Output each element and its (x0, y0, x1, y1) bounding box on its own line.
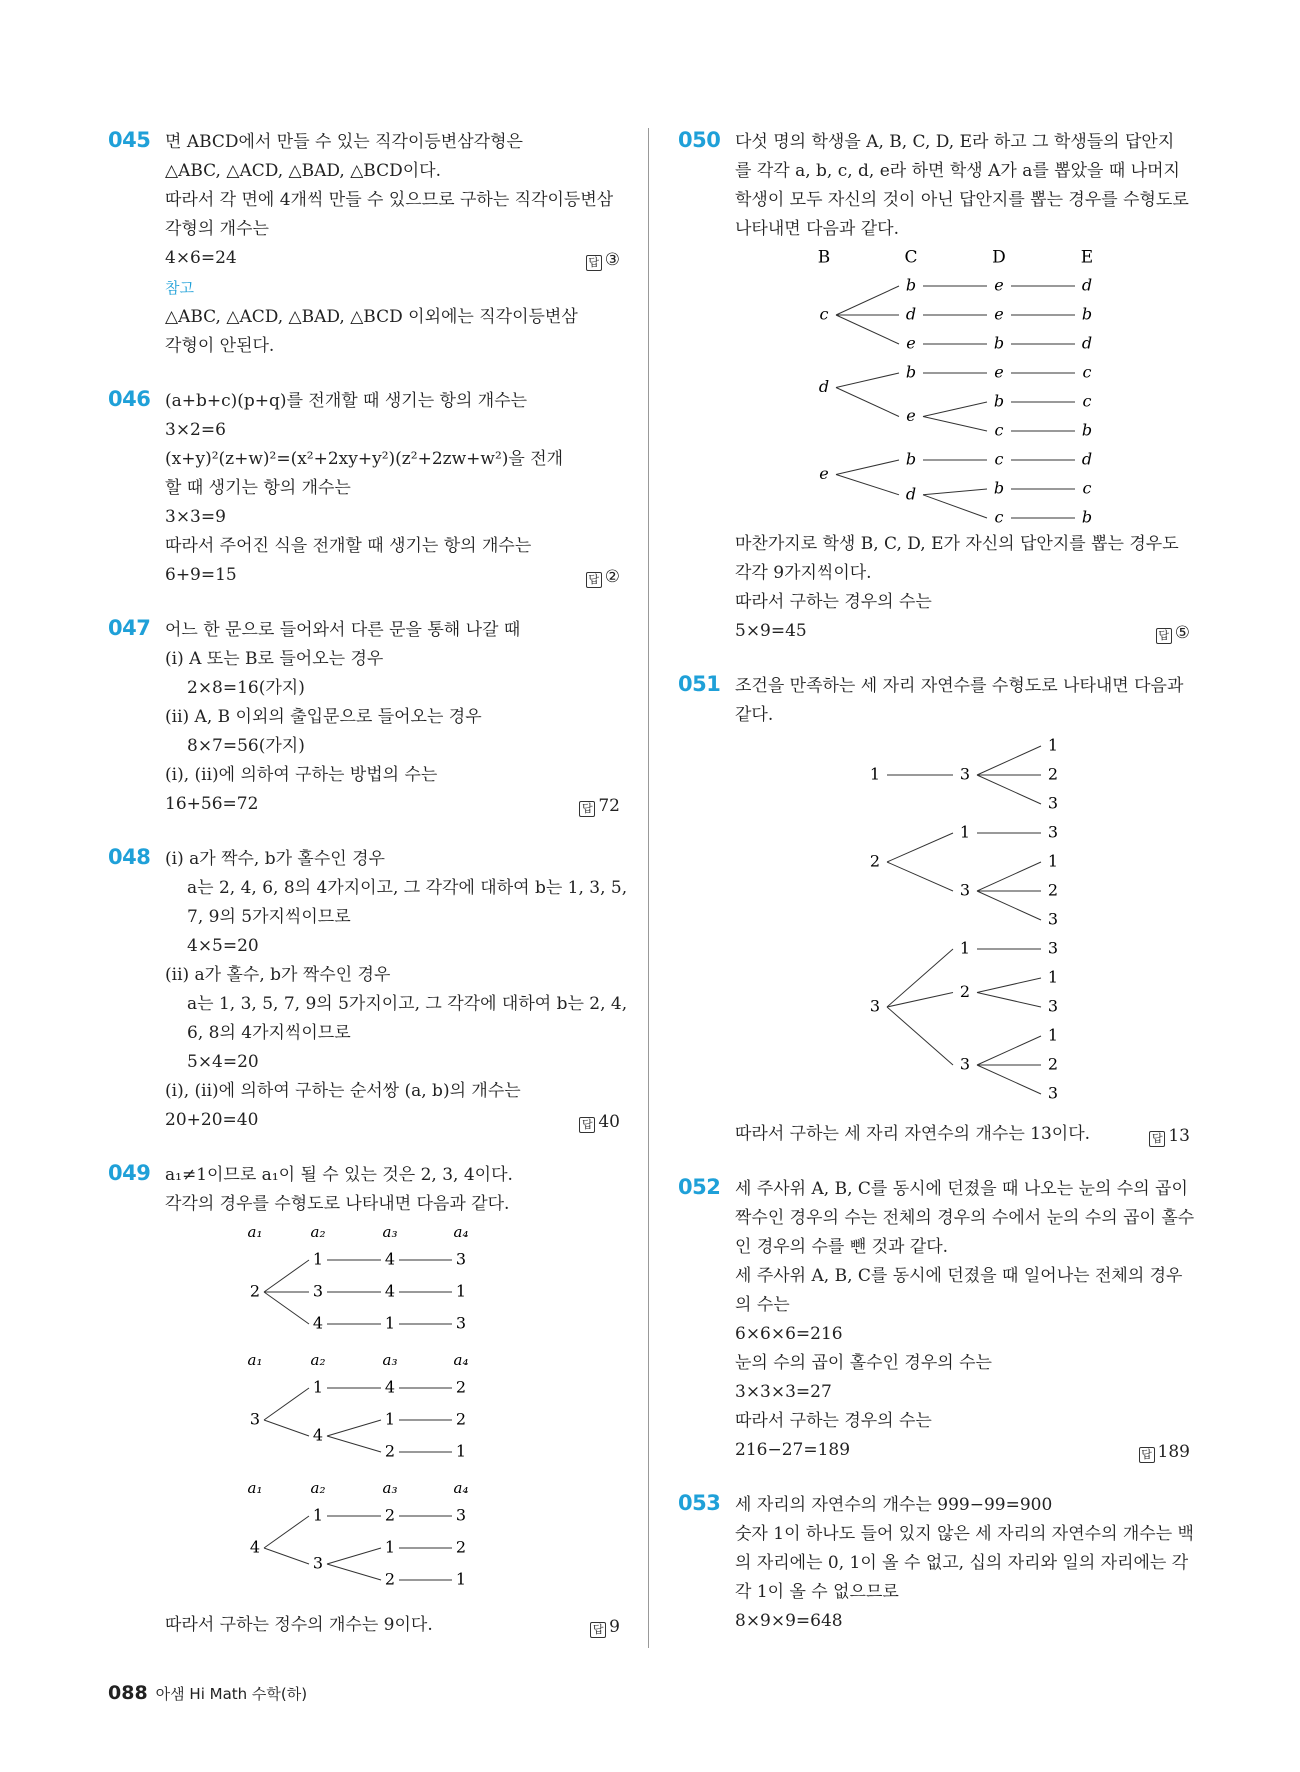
tree-node-label: b (905, 362, 917, 382)
tree-node-label: 3 (1047, 909, 1059, 929)
tree-node-label: E (1080, 247, 1094, 268)
tree-edge (887, 833, 953, 862)
tree-node-label: 4 (384, 1249, 396, 1269)
tree-edge (977, 746, 1041, 775)
tree-node-label: D (992, 247, 1006, 268)
tree-node-label: c (994, 420, 1004, 440)
tree-node-label: d (905, 484, 917, 504)
text-line: 8×7=56(가지) (187, 736, 305, 756)
problem-047 (108, 616, 620, 819)
text-line: 를 각각 a, b, c, d, e라 하면 학생 A가 a를 뽑았을 때 나머지 (735, 161, 1180, 181)
page-number: 088 (108, 1682, 148, 1704)
text-line: △ABC, △ACD, △BAD, △BCD 이외에는 직각이등변삼 (165, 307, 578, 327)
tree-node-label: 2 (455, 1537, 467, 1557)
problem-049 (108, 1161, 620, 1640)
answer-mark-icon: 답 (1156, 628, 1172, 644)
tree-node-label: 2 (384, 1505, 396, 1525)
problem-number: 047 (108, 616, 151, 640)
problem-048 (108, 845, 628, 1135)
text-line: (a+b+c)(p+q)를 전개할 때 생기는 항의 개수는 (165, 391, 528, 411)
answer: 답 ② (586, 567, 620, 588)
problem-number: 049 (108, 1161, 151, 1185)
answer: 답 13 (1149, 1126, 1190, 1147)
tree-edge (327, 1548, 381, 1564)
tree-node-label: b (1081, 507, 1093, 526)
tree-node-label: 3 (1047, 996, 1059, 1016)
problem-053 (678, 1491, 1194, 1636)
text-line: 8×9×9=648 (735, 1611, 843, 1631)
text-line: 숫자 1이 하나도 들어 있지 않은 세 자리의 자연수의 개수는 백 (735, 1524, 1194, 1544)
tree-node-label: c (819, 304, 829, 324)
tree-edge (977, 1036, 1041, 1065)
tree-node-label: 3 (959, 1054, 971, 1074)
text-line: 다섯 명의 학생을 A, B, C, D, E라 하고 그 학생들의 답안지 (735, 132, 1175, 152)
tree-node-label: a₂ (310, 1479, 326, 1497)
tree-edge (923, 417, 987, 432)
text-line: 짝수인 경우의 수는 전체의 경우의 수에서 눈의 수의 곱이 홀수 (735, 1208, 1195, 1228)
tree-node-label: 2 (959, 982, 971, 1001)
tree-node-label: b (1081, 304, 1093, 324)
tree-node-label: e (819, 464, 829, 483)
tree-edge (923, 495, 987, 518)
text-line: 따라서 구하는 경우의 수는 (735, 592, 932, 612)
tree-node-label: d (905, 304, 917, 324)
note-label: 참고 (165, 279, 194, 297)
text-line: 7, 9의 5가지씩이므로 (187, 907, 351, 927)
tree-diagram-049 (165, 1219, 620, 1607)
text-line: a는 2, 4, 6, 8의 4가지이고, 그 각각에 대하여 b는 1, 3, 5, (187, 878, 628, 898)
problem-052 (678, 1175, 1195, 1465)
text-line: 눈의 수의 곱이 홀수인 경우의 수는 (735, 1353, 992, 1373)
tree-node-label: a₁ (247, 1223, 263, 1241)
answer-row (165, 790, 620, 819)
tree-node-label: a₄ (453, 1479, 469, 1497)
problem-number: 050 (678, 128, 721, 152)
tree-edge (836, 475, 899, 495)
answer: 답 9 (590, 1617, 620, 1638)
text-line: 세 자리의 자연수의 개수는 999−99=900 (735, 1495, 1053, 1515)
tree-node-label: a₁ (247, 1351, 263, 1369)
tree-node-label: e (906, 406, 916, 425)
tree-node-label: 1 (1047, 967, 1059, 987)
text-line: 어느 한 문으로 들어와서 다른 문을 통해 나갈 때 (165, 620, 521, 640)
text-line: 따라서 구하는 정수의 개수는 9이다. (165, 1615, 433, 1635)
text-line: 3×3=9 (165, 507, 226, 527)
text-line: 4×6=24 (165, 248, 237, 268)
tree-node-label: 1 (312, 1505, 324, 1525)
answer: 답 ③ (586, 250, 620, 271)
text-line: (i), (ii)에 의하여 구하는 순서쌍 (a, b)의 개수는 (165, 1081, 521, 1101)
tree-node-label: 1 (1047, 851, 1059, 871)
tree-node-label: 1 (384, 1537, 396, 1557)
tree-node-label: d (1081, 333, 1093, 353)
tree-edge (923, 489, 987, 495)
tree-edge (327, 1436, 381, 1452)
tree-node-label: 3 (455, 1505, 467, 1525)
tree-node-label: 2 (455, 1377, 467, 1397)
tree-node-label: 3 (959, 880, 971, 900)
tree-node-label: d (1081, 275, 1093, 295)
problem-number: 045 (108, 128, 151, 152)
tree-node-label: 2 (869, 851, 881, 871)
problem-050 (678, 128, 1190, 646)
problem-number: 052 (678, 1175, 721, 1199)
tree-node-label: b (993, 478, 1005, 498)
tree-node-label: a₄ (453, 1223, 469, 1241)
tree-node-label: c (994, 507, 1004, 526)
problem-045 (108, 128, 620, 361)
tree-node-label: a₄ (453, 1351, 469, 1369)
text-line: 5×9=45 (735, 621, 807, 641)
tree-node-label: e (994, 304, 1004, 324)
text-line: 16+56=72 (165, 794, 259, 814)
text-line: 학생이 모두 자신의 것이 아닌 답안지를 뽑는 경우를 수형도로 (735, 190, 1189, 210)
tree-node-label: b (1081, 420, 1093, 440)
text-line: 2×8=16(가지) (187, 678, 305, 698)
text-line: 각 1이 올 수 없으므로 (735, 1582, 899, 1602)
tree-edge (977, 891, 1041, 920)
tree-node-label: B (817, 247, 831, 268)
tree-edge (836, 286, 899, 315)
tree-edge (977, 993, 1041, 1008)
tree-edge (836, 373, 899, 388)
tree-node-label: 3 (312, 1553, 324, 1573)
tree-edge (887, 993, 953, 1008)
answer: 답 40 (579, 1112, 620, 1133)
text-line: a는 1, 3, 5, 7, 9의 5가지이고, 그 각각에 대하여 b는 2, 4, (187, 994, 628, 1014)
tree-node-label: e (906, 333, 916, 353)
tree-node-label: 3 (1047, 822, 1059, 842)
answer: 답 ⑤ (1156, 623, 1190, 644)
tree-edge (887, 862, 953, 891)
tree-node-label: e (994, 362, 1004, 382)
tree-node-label: b (993, 391, 1005, 411)
problem-number: 046 (108, 387, 151, 411)
left-column (108, 128, 628, 1666)
tree-edge (887, 1007, 953, 1065)
text-line: (ii) A, B 이외의 출입문으로 들어오는 경우 (165, 707, 482, 727)
text-line: 3×2=6 (165, 420, 226, 440)
text-line: 마찬가지로 학생 B, C, D, E가 자신의 답안지를 뽑는 경우도 (735, 534, 1179, 554)
text-line: 인 경우의 수를 뺀 것과 같다. (735, 1237, 949, 1257)
tree-node-label: a₃ (382, 1479, 398, 1497)
tree-node-label: 1 (312, 1249, 324, 1269)
text-line: (ii) a가 홀수, b가 짝수인 경우 (165, 965, 391, 985)
tree-node-label: 1 (1047, 735, 1059, 755)
tree-node-label: 3 (455, 1249, 467, 1269)
tree-edge (887, 949, 953, 1007)
text-line: 따라서 각 면에 4개씩 만들 수 있으므로 구하는 직각이등변삼 (165, 190, 614, 210)
text-line: 6, 8의 4가지씩이므로 (187, 1023, 351, 1043)
text-line: 할 때 생기는 항의 개수는 (165, 478, 351, 498)
tree-node-label: a₃ (382, 1223, 398, 1241)
tree-node-label: d (1081, 449, 1093, 469)
tree-edge (264, 1420, 309, 1436)
tree-node-label: 3 (1047, 793, 1059, 813)
tree-node-label: 4 (312, 1425, 324, 1445)
text-line: 4×5=20 (187, 936, 259, 956)
tree-node-label: 4 (384, 1377, 396, 1397)
text-line: 각형이 안된다. (165, 336, 275, 356)
tree-edge (836, 388, 899, 417)
tree-node-label: 1 (869, 764, 881, 784)
tree-edge (264, 1260, 309, 1292)
tree-node-label: c (994, 449, 1004, 469)
tree-node-label: 1 (384, 1313, 396, 1333)
text-line: 6+9=15 (165, 565, 237, 585)
text-line: (i), (ii)에 의하여 구하는 방법의 수는 (165, 765, 438, 785)
right-column (678, 128, 1195, 1662)
text-line: (i) A 또는 B로 들어오는 경우 (165, 649, 384, 669)
tree-node-label: 1 (312, 1377, 324, 1397)
answer-row (165, 1106, 620, 1135)
tree-edge (264, 1388, 309, 1420)
text-line: 각형의 개수는 (165, 219, 269, 239)
tree-node-label: a₃ (382, 1351, 398, 1369)
tree-node-label: 3 (1047, 938, 1059, 958)
answer-row (735, 1436, 1190, 1465)
tree-node-label: 4 (384, 1281, 396, 1301)
tree-edge (977, 775, 1041, 804)
tree-node-label: c (1082, 391, 1092, 411)
text-line: 같다. (735, 705, 774, 725)
tree-node-label: a₁ (247, 1479, 263, 1497)
tree-node-label: c (1082, 362, 1092, 382)
problem-046 (108, 387, 620, 590)
tree-node-label: 2 (384, 1441, 396, 1461)
text-line: 각각 9가지씩이다. (735, 563, 872, 583)
tree-node-label: 1 (455, 1441, 467, 1461)
text-line: (x+y)²(z+w)²=(x²+2xy+y²)(z²+2zw+w²)을 전개 (165, 449, 564, 469)
tree-node-label: 1 (455, 1281, 467, 1301)
tree-node-label: d (818, 377, 830, 396)
text-line: a₁≠1이므로 a₁이 될 수 있는 것은 2, 3, 4이다. (165, 1165, 513, 1185)
text-line: 3×3×3=27 (735, 1382, 832, 1402)
text-line: 따라서 구하는 세 자리 자연수의 개수는 13이다. (735, 1124, 1091, 1144)
page-footer (108, 1682, 307, 1704)
answer-row (165, 1611, 620, 1640)
tree-node-label: 1 (959, 822, 971, 842)
tree-edge (327, 1420, 381, 1436)
tree-edge (836, 315, 899, 344)
tree-edge (977, 1065, 1041, 1094)
text-line: 의 수는 (735, 1295, 790, 1315)
tree-edge (923, 402, 987, 417)
text-line: 세 주사위 A, B, C를 동시에 던졌을 때 나오는 눈의 수의 곱이 (735, 1179, 1188, 1199)
tree-node-label: 2 (384, 1569, 396, 1589)
tree-node-label: 1 (455, 1569, 467, 1589)
text-line: (i) a가 짝수, b가 홀수인 경우 (165, 849, 385, 869)
tree-edge (264, 1516, 309, 1548)
text-line: 20+20=40 (165, 1110, 259, 1130)
book-title: 아샘 Hi Math 수학(하) (155, 1685, 308, 1703)
problem-number: 051 (678, 672, 721, 696)
answer-mark-icon: 답 (590, 1622, 606, 1638)
text-line: 216−27=189 (735, 1440, 851, 1460)
problem-number: 048 (108, 845, 151, 869)
tree-edge (977, 978, 1041, 993)
tree-diagram-050 (735, 244, 1190, 526)
answer-mark-icon: 답 (579, 801, 595, 817)
answer-row (735, 1120, 1190, 1149)
tree-node-label: 2 (1047, 764, 1059, 784)
tree-edge (836, 460, 899, 475)
tree-node-label: 1 (384, 1409, 396, 1429)
answer-row (165, 244, 620, 273)
column-divider (648, 128, 649, 1648)
tree-node-label: a₂ (310, 1351, 326, 1369)
tree-node-label: b (993, 333, 1005, 353)
text-line: 5×4=20 (187, 1052, 259, 1072)
tree-node-label: 3 (869, 996, 881, 1016)
answer: 답 189 (1139, 1442, 1190, 1463)
tree-node-label: 1 (1047, 1025, 1059, 1045)
text-line: 조건을 만족하는 세 자리 자연수를 수형도로 나타내면 다음과 (735, 676, 1184, 696)
tree-node-label: 2 (455, 1409, 467, 1429)
answer-mark-icon: 답 (586, 572, 602, 588)
text-line: 세 주사위 A, B, C를 동시에 던졌을 때 일어나는 전체의 경우 (735, 1266, 1183, 1286)
answer-mark-icon: 답 (579, 1117, 595, 1133)
tree-node-label: 3 (1047, 1083, 1059, 1103)
tree-node-label: a₂ (310, 1223, 326, 1241)
text-line: 따라서 주어진 식을 전개할 때 생기는 항의 개수는 (165, 536, 532, 556)
problem-051 (678, 672, 1190, 1149)
answer-row (735, 617, 1190, 646)
answer: 답 72 (579, 796, 620, 817)
tree-edge (327, 1564, 381, 1580)
text-line: 나타내면 다음과 같다. (735, 219, 900, 239)
tree-diagram-051 (735, 730, 1190, 1116)
tree-edge (264, 1292, 309, 1324)
tree-node-label: 2 (249, 1281, 261, 1301)
tree-node-label: 3 (959, 764, 971, 784)
answer-mark-icon: 답 (586, 255, 602, 271)
tree-node-label: 3 (249, 1409, 261, 1429)
text-line: 6×6×6=216 (735, 1324, 843, 1344)
answer-mark-icon: 답 (1139, 1447, 1155, 1463)
tree-edge (977, 862, 1041, 891)
tree-node-label: 4 (312, 1313, 324, 1333)
tree-node-label: 4 (249, 1537, 261, 1557)
text-line: 따라서 구하는 경우의 수는 (735, 1411, 932, 1431)
tree-node-label: 3 (455, 1313, 467, 1333)
answer-mark-icon: 답 (1149, 1131, 1165, 1147)
text-line: 각각의 경우를 수형도로 나타내면 다음과 같다. (165, 1194, 510, 1214)
text-line: △ABC, △ACD, △BAD, △BCD이다. (165, 161, 441, 181)
tree-node-label: b (905, 449, 917, 469)
text-line: 면 ABCD에서 만들 수 있는 직각이등변삼각형은 (165, 132, 523, 152)
problem-number: 053 (678, 1491, 721, 1515)
tree-node-label: 2 (1047, 1054, 1059, 1074)
answer-row (165, 561, 620, 590)
text-line: 의 자리에는 0, 1이 올 수 없고, 십의 자리와 일의 자리에는 각 (735, 1553, 1189, 1573)
tree-node-label: b (905, 275, 917, 295)
tree-node-label: C (904, 247, 918, 268)
tree-node-label: c (1082, 478, 1092, 498)
tree-edge (264, 1548, 309, 1564)
tree-node-label: e (994, 275, 1004, 295)
tree-node-label: 2 (1047, 880, 1059, 900)
tree-node-label: 1 (959, 938, 971, 958)
tree-node-label: 3 (312, 1281, 324, 1301)
